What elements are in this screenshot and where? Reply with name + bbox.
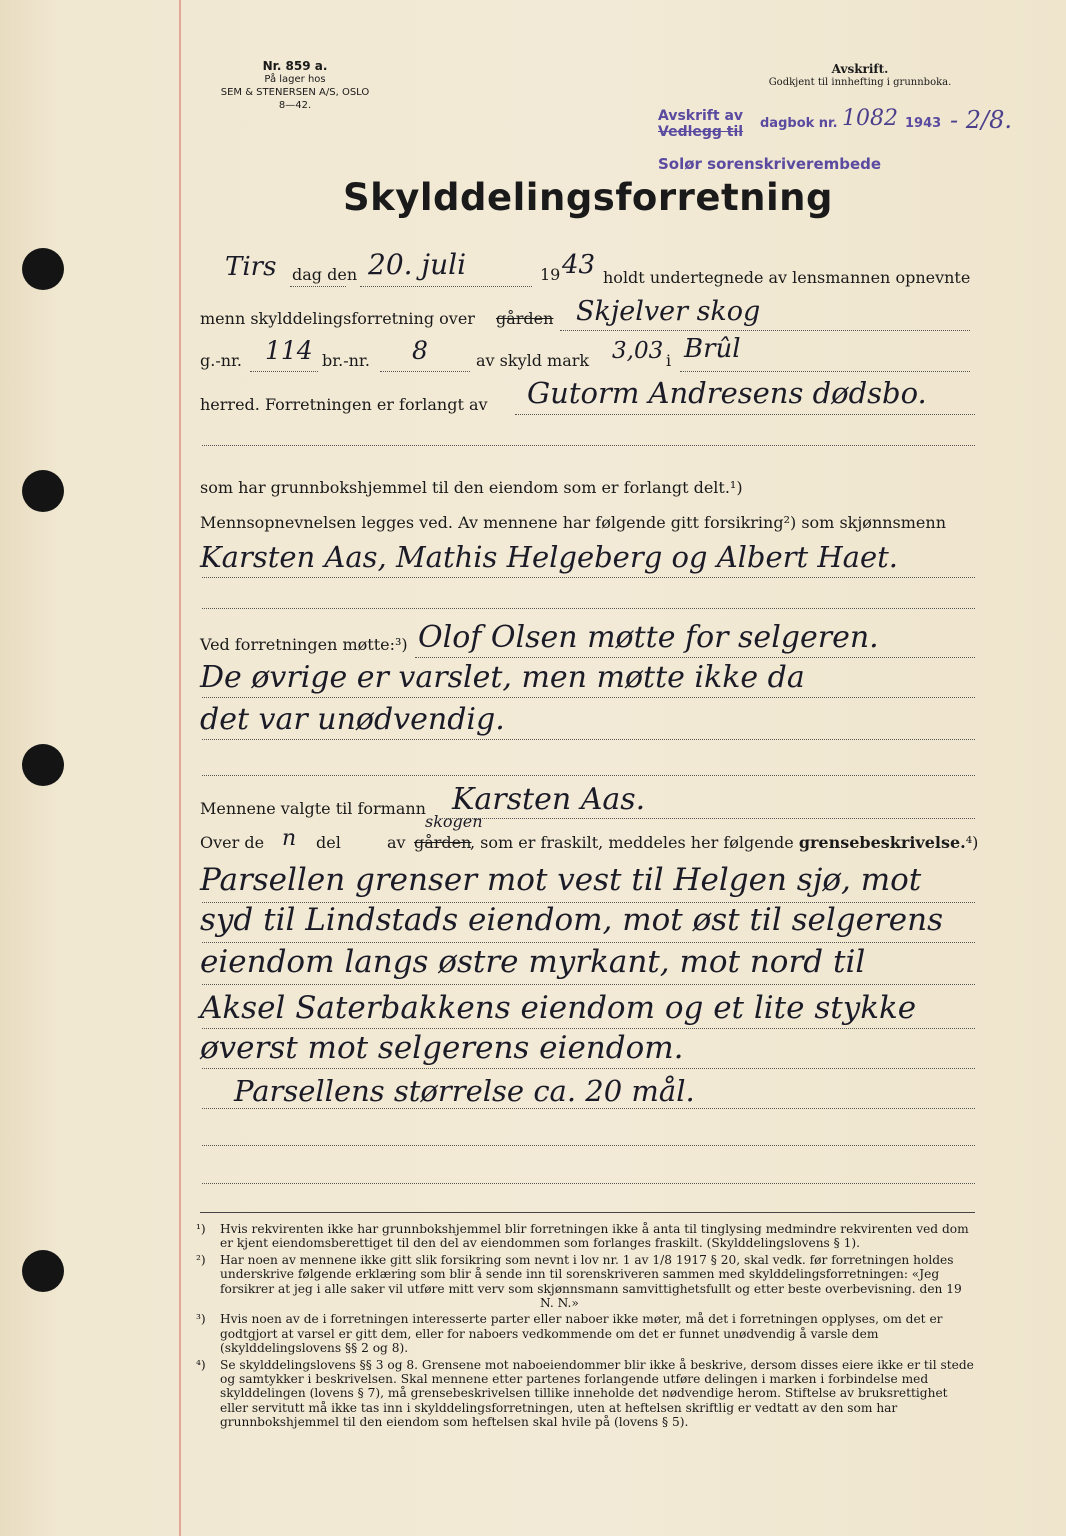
- footnotes: [196, 1222, 976, 1432]
- fill-line: [202, 1068, 975, 1069]
- label-grunnbokshjemmel: som har grunnbokshjemmel til den eiendom som er forlangt delt.¹): [200, 478, 743, 497]
- margin-line: [179, 0, 181, 1536]
- form-number: Nr. 859 a.: [262, 59, 328, 73]
- fill-line: [680, 371, 970, 372]
- label-gnr: g.-nr.: [200, 351, 243, 370]
- printer-name: SEM & STENERSEN A/S, OSLO: [220, 87, 370, 98]
- description-line: Parsellens størrelse ca. 20 mål.: [234, 1074, 695, 1108]
- fill-line: [202, 577, 975, 578]
- footnote-text: Har noen av mennene ikke gitt slik forsikring som nevnt i lov nr. 1 av 1/8 1917 § 20, skal vedk. før forretningen holdes underskrive følgende erklæring som blir å sende inn til sorenskriveren sammen med skylddelingsforretningen: «Jeg forsikrer at jeg i alle saker vil utføre mitt verv som skjønnsmann samvittighetsfullt og etter beste overbevisning. den 19: [220, 1252, 962, 1296]
- stamp-dagbok-label: dagbok nr.: [760, 116, 838, 131]
- label-del: del: [316, 833, 341, 852]
- label-mote: Ved forretningen møtte:³): [200, 635, 408, 654]
- fill-line: [202, 739, 975, 740]
- fill-line: [202, 445, 975, 446]
- label-bnr: br.-nr.: [322, 351, 370, 370]
- stamp-dagbok-number: 1082: [842, 106, 898, 131]
- description-line: Aksel Saterbakkens eiendom og et lite stykke: [200, 990, 917, 1026]
- fill-line: [442, 818, 975, 819]
- label-skyld-mark: av skyld mark: [476, 351, 590, 370]
- label-i: i: [666, 351, 672, 370]
- punch-hole: [22, 248, 64, 290]
- fill-line: [202, 608, 975, 609]
- formann-handwritten: Karsten Aas.: [452, 782, 646, 817]
- printer-block: [200, 60, 390, 112]
- fill-line: [202, 1028, 975, 1029]
- label-holdt: holdt undertegnede av lensmannen opnevnte: [603, 268, 971, 287]
- herred-handwritten: Brûl: [684, 334, 741, 364]
- fill-line: [250, 371, 318, 372]
- footnote: [196, 1312, 976, 1355]
- bnr-handwritten: 8: [412, 336, 428, 365]
- fill-line: [290, 286, 346, 287]
- label-fraskilt-text: , som er fraskilt, meddeles her følgende: [470, 833, 794, 852]
- label-forretningen-forlangt: herred. Forretningen er forlangt av: [200, 395, 488, 414]
- punch-hole: [22, 744, 64, 786]
- fill-line: [202, 1108, 975, 1109]
- footnote-number: ³): [196, 1312, 206, 1327]
- footnote-number: ⁴): [196, 1357, 206, 1372]
- mote-handwritten-1: Olof Olsen møtte for selgeren.: [418, 620, 879, 655]
- fill-line: [380, 371, 470, 372]
- weekday-handwritten: Tirs: [225, 252, 277, 282]
- description-line: øverst mot selgerens eiendom.: [200, 1030, 684, 1066]
- label-over-de: Over de: [200, 833, 265, 852]
- skogen-handwritten: skogen: [425, 812, 483, 831]
- skyld-handwritten: 3,03: [612, 338, 664, 364]
- struck-garden: gården: [496, 309, 554, 328]
- label-year-prefix: 19: [540, 265, 561, 284]
- fill-line: [560, 330, 970, 331]
- avskrift-header: [760, 62, 960, 90]
- footnote-number: ²): [196, 1252, 206, 1267]
- punch-hole: [22, 470, 64, 512]
- label-fraskilt: [470, 833, 978, 852]
- label-skylddelingsforretning-over: menn skylddelingsforretning over: [200, 309, 475, 328]
- footnote-signature: N. N.»: [540, 1296, 579, 1311]
- fill-line: [415, 657, 975, 658]
- stamp-struck: Vedlegg til: [658, 124, 744, 140]
- footnote-text: Hvis rekvirenten ikke har grunnbokshjemmel blir forretningen ikke å anta til tinglysing medmindre rekvirenten ved dom er kjent eiendomsberettiget til den del av eiendommen som forlanges fraskilt. (Skylddelingslovens § 1).: [220, 1222, 969, 1251]
- fill-line: [360, 286, 532, 287]
- punch-hole: [22, 1250, 64, 1292]
- requester-handwritten: Gutorm Andresens dødsbo.: [527, 376, 927, 410]
- mote-handwritten-2: De øvrige er varslet, men møtte ikke da: [200, 660, 805, 695]
- mote-handwritten-3: det var unødvendig.: [200, 702, 505, 737]
- footnote-text-block: [220, 1253, 976, 1311]
- fill-line: [202, 984, 975, 985]
- stamp-avskrift-av: Avskrift av: [658, 108, 744, 124]
- label-av: av: [387, 833, 406, 852]
- footnote-text: Hvis noen av de i forretningen interesserte parter eller naboer ikke møter, må det i forretningen opplyses, om det er godtgjort at varsel er gitt dem, eller for naboers vedkommende om det er funnet unødvendig å varsle dem (skylddelingslovens §§ 2 og 8).: [220, 1312, 943, 1356]
- fill-line: [202, 1183, 975, 1184]
- year-handwritten: 43: [562, 250, 596, 280]
- label-grensebeskrivelse: grensebeskrivelse.: [798, 833, 966, 852]
- date-handwritten: 20. juli: [368, 248, 467, 281]
- document-title: Skylddelingsforretning: [343, 176, 833, 219]
- fill-line: [202, 942, 975, 943]
- gnr-handwritten: 114: [265, 336, 313, 365]
- avskrift-subtitle: Godkjent til innhefting i grunnboka.: [768, 77, 952, 88]
- stamp-office: Solør sorenskriverembede: [658, 155, 882, 173]
- fill-line: [202, 1145, 975, 1146]
- fill-line: [202, 697, 975, 698]
- fill-line: [515, 414, 975, 415]
- printer-date: 8—42.: [278, 100, 312, 111]
- stamp-date: - 2/8.: [950, 106, 1012, 134]
- label-formann: Mennene valgte til formann: [200, 799, 426, 818]
- avskrift-title: Avskrift.: [831, 62, 889, 76]
- footnote: [196, 1222, 976, 1251]
- footnote-number: ¹): [196, 1222, 206, 1236]
- struck-garden-2: gården: [414, 833, 472, 852]
- footnote: [196, 1253, 976, 1311]
- n-handwritten: n: [282, 826, 297, 851]
- printer-line: På lager hos: [264, 74, 326, 85]
- stamp-year: 1943: [905, 116, 942, 131]
- footnote-rule: [200, 1212, 975, 1213]
- label-dag-den: dag den: [292, 265, 358, 284]
- label-mennsopnevnelsen: Mennsopnevnelsen legges ved. Av mennene har følgende gitt forsikring²) som skjønnsmenn: [200, 513, 947, 532]
- footnote-ref-4: ⁴): [965, 833, 979, 852]
- description-line: Parsellen grenser mot vest til Helgen sjø, mot: [200, 862, 922, 898]
- footnote-text: Se skylddelingslovens §§ 3 og 8. Grensene mot naboeiendommer blir ikke å beskrive, dersom disses eiere ikke er til stede og samtykker i beskrivelsen. Skal mennene etter partenes forlangende utføre delingen i marken i forbindelse med skylddelingen (lovens § 7), må grensebeskrivelsen tillike inneholde det nødvendige herom. Stiftelse av bruksrettighet eller servitutt må ikke tas inn i skylddelingsforretningen, uten at heftelsen skriftlig er vedtatt av den som har grunnbokshjemmel til den eiendom som heftelsen skal hvile på (lovens § 5).: [220, 1357, 974, 1430]
- fill-line: [202, 775, 975, 776]
- description-line: syd til Lindstads eiendom, mot øst til selgerens: [200, 902, 944, 938]
- footnote: [196, 1358, 976, 1430]
- property-handwritten: Skjelver skog: [576, 296, 761, 327]
- men-handwritten: Karsten Aas, Mathis Helgeberg og Albert Haet.: [200, 540, 899, 574]
- description-line: eiendom langs østre myrkant, mot nord til: [200, 944, 866, 980]
